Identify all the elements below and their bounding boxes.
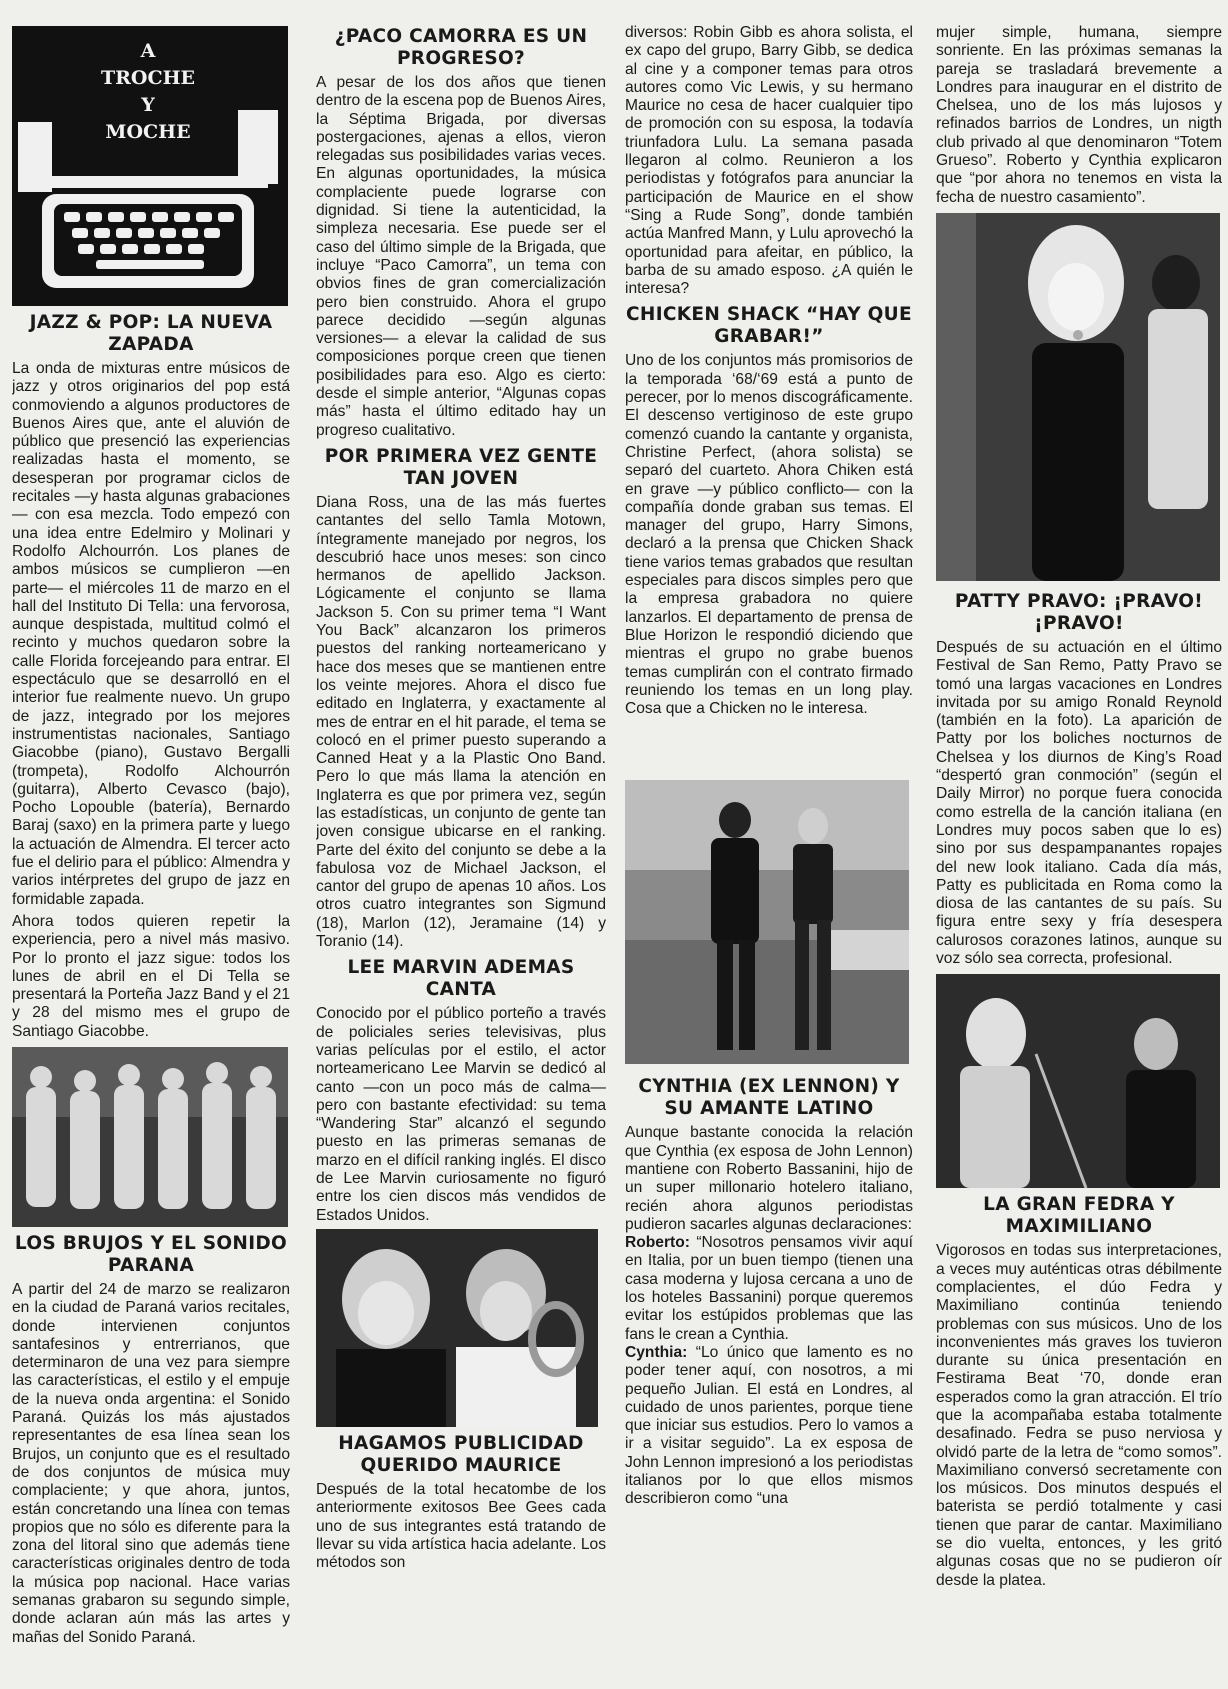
photo-patty-pravo (936, 213, 1220, 581)
typewriter-icon (12, 26, 288, 306)
headline-gente-joven: POR PRIMERA VEZ GENTE TAN JOVEN (324, 445, 598, 489)
article-paragraph: La onda de mixturas entre músicos de jazz y otros originarios del pop está conmoviendo a algunos productores de Buenos Aires que, ante el aluvión de público que presenció las experiencias realizadas hasta el momento, se desesperan por programar ciclos de recitales —y hasta algunas grabaciones— con esa mezcla. Todo empezó con una idea entre Edelmiro y Molinari y Rodolfo Alchourrón. Los planes de ambos músicos se cumplieron —en parte— el miércoles 11 de marzo en el hall del Instituto Di Tella: una fervorosa, aunque despistada, multitud colmó el recinto y muchos quedaron sobre la calle Florida forcejeando para entrar. El espectáculo que se desarrolló en el interior fue realmente nuevo. Un grupo de jazz, integrado por los mejores instrumentistas nacionales, Santiago Giacobbe (piano), Gustavo Bergalli (trompeta), Rodolfo Alchourrón (guitarra), Alberto Cevasco (bajo), Pocho Lopouble (batería), Bernardo Baraj (saxo) en la primera parte y luego la actuación de Almendra. El tercer acto fue el delirio para el público: Almendra y varios intérpretes del grupo de jazz en formidable zapada. (12, 360, 290, 908)
article-paragraph: Conocido por el público porteño a través de policiales series televisivas, plus varias películas por el estilo, el actor norteamericano Lee Marvin se dedicó al canto —con un poco más de calma— pero con bastante efectividad: su tema “Wandering Star” alcanzó el segundo puesto en las primeras semanas de marzo en el difícil ranking inglés. El disco de Lee Marvin curiosamente no figuró entre los cien discos más vendidos de Estados Unidos. (316, 1005, 606, 1224)
speaker-quote: “Nosotros pensamos vivir aquí en Italia, por un buen tiempo (tienen una casa moderna y lujosa cercana a uno de los hoteles Bassanini) porque queremos evitar los estúpidos problemas que las fans le crean a Cynthia. (625, 1234, 913, 1343)
headline-fedra: LA GRAN FEDRA Y MAXIMILIANO (983, 1194, 1175, 1238)
article-paragraph: Después de la total hecatombe de los anteriormente exitosos Bee Gees cada uno de sus integrantes está tratando de llevar su vida artística hacia adelante. Los métodos son (316, 1480, 606, 1572)
column-4 (936, 24, 1222, 1689)
logo-line: TROCHE (100, 67, 196, 89)
headline-lee-marvin: LEE MARVIN ADEMAS CANTA (347, 957, 575, 1001)
article-continuation: diversos: Robin Gibb es ahora solista, el ex capo del grupo, Barry Gibb, se dedica al cine y a componer temas para otros autores como Vic Lewis, y su hermano Maurice no cesa de hacer cualquier tipo de promoción con su esposa, la todavía triunfadora Lulu. La semana pasada llegaron al colmo. Reunieron a los periodistas y fotógrafos para anunciar la participación de Maurice en el show “Sing a Rude Song”, donde también actúa Manfred Mann, y Lulu aprovechó la oportunidad para afeitar, en público, la barba de su amado esposo. ¿A quién le interesa? (625, 24, 913, 298)
photo-cynthia-roberto (625, 780, 909, 1064)
article-paragraph: A partir del 24 de marzo se realizaron en la ciudad de Paraná varios recitales, donde intervienen conjuntos santafesinos y entrerrianos, que determinaron de una vez para siempre las características, el estilo y el empuje de la nueva onda argentina: el Sonido Paraná. Quizás los más ajustados representantes de esa línea sean los Brujos, un conjunto que es el resultado de dos conjuntos de música muy complaciente; y que ahora, juntos, están concretando una línea con temas propios que no sólo es diferente para la zona del litoral sino que además tiene características originales dentro de toda la música pop nacional. Hace varias semanas grabaron su segundo simple, donde aclaran aún más las artes y mañas del Sonido Paraná. (12, 1280, 290, 1646)
column-3 (625, 24, 913, 1689)
headline-maurice: HAGAMOS PUBLICIDAD QUERIDO MAURICE (338, 1432, 584, 1476)
article-paragraph (625, 1124, 913, 1508)
headline-cynthia: CYNTHIA (EX LENNON) Y SU AMANTE LATINO (638, 1076, 900, 1120)
photo-lulu-maurice (316, 1229, 598, 1427)
article-paragraph: Después de su actuación en el último Festival de San Remo, Patty Pravo se tomó una largas vacaciones en Londres invitada por su amigo Ronald Reynold (también en la foto). La aparición de Patty por los boliches nocturnos de Chelsea y los diurnos de King’s Road “despertó gran conmoción” (según el Daily Mirror) no porque fuera conocida como estrella de la canción italiana (en Londres muy pocos saben que lo es) sino por sus despampanantes ropajes del new look italiano. Cada día más, Patty es publicitada en Roma como la diosa de las cantantes de su país. Su figura entre sexy y fría desespera calurosos corazones latinos, aunque su voz sólo sea correcta, profesional. (936, 638, 1222, 968)
speaker-label: Roberto: (625, 1234, 690, 1252)
troche-moche-logo (12, 26, 288, 306)
logo-line: MOCHE (105, 121, 191, 143)
photo-fedra-maximiliano (936, 974, 1220, 1188)
article-paragraph: Diana Ross, una de las más fuertes cantantes del sello Tamla Motown, íntegramente manejado por negros, los descubrió hace unos meses: son cinco hermanos de apellido Jackson. Lógicamente el conjunto se llama Jackson 5. Con su primer tema “I Want You Back” alcanzaron los primeros puestos del ranking norteamericano y hace dos meses que se mantienen entre los veinte mejores. Ahora el disco fue editado en Inglaterra, y exactamente al mes de entrar en el hit parade, el tema se colocó en el primer puesto superando a Canned Heat y a la Plastic Ono Band. Pero lo que más llama la atención en Inglaterra es que por primera vez, según las estadísticas, un conjunto de gente tan joven consigue ubicarse en el ranking. Parte del éxito del conjunto se debe a la fabulosa voz de Michael Jackson, el cantor del grupo de apenas 10 años. Los otros cuatro integrantes son Sigmund (18), Marlon (12), Jeramaine (14) y Toranio (14). (316, 493, 606, 951)
headline-paco-camorra: ¿PACO CAMORRA ES UN PROGRESO? (334, 26, 588, 69)
article-paragraph: Vigorosos en todas sus interpretaciones, a veces muy auténticas otras débilmente complacientes, el dúo Fedra y Maximiliano continúa teniendo problemas con sus músicos. Uno de los inconvenientes más graves los tuvieron durante su única presentación en Festirama Beat ‘70, donde eran esperados como la gran atracción. El trío que la acompañaba estaba totalmente desafinado. Fedra se puso nerviosa y olvidó parte de la letra de “como somos”. Maximiliano conversó secretamente con los músicos. Dos minutos después el baterista se perdió totalmente y casi tienen que parar de cantar. Maximiliano se dio vuelta, entonces, y les gritó algunas cosas que no se pudieron oír desde la platea. (936, 1242, 1222, 1589)
speaker-quote: “Lo único que lamento es no poder tener aquí, con nosotros, a mi pequeño Julian. El está en Londres, al cuidado de unos parientes, porque tiene que iniciar sus estudios. Pero lo vamos a ir a visitar seguido”. La ex esposa de John Lennon impresionó a los periodistas italianos por lo que ellos mismos describieron como “una (625, 1343, 913, 1508)
article-continuation: mujer simple, humana, siempre sonriente. En las próximas semanas la pareja se trasladará brevemente a Londres para inaugurar en el distrito de Chelsea, uno de los más lujosos y refinados barrios de Londres, un nigth club privado al que denominaron “Totem Grueso”. Roberto y Cynthia explicaron que “por ahora no tenemos en vista la fecha de nuestro casamiento”. (936, 24, 1222, 206)
headline-patty-pravo: PATTY PRAVO: ¡PRAVO! ¡PRAVO! (954, 590, 1204, 634)
headline-brujos: LOS BRUJOS Y EL SONIDO PARANA (14, 1232, 288, 1276)
column-2 (316, 20, 606, 1689)
headline-jazz-pop: JAZZ & POP: LA NUEVA ZAPADA (29, 312, 273, 355)
column-1 (12, 26, 290, 1689)
speaker-label: Cynthia: (625, 1343, 688, 1361)
logo-line: A (140, 40, 156, 62)
article-paragraph: A pesar de los dos años que tienen dentro de la escena pop de Buenos Aires, la Séptima Brigada, por diversas postergaciones, ajenas a ellos, vieron relegadas sus posibilidades varias veces. En algunas oportunidades, la música complaciente puede lograrse con dignidad. Si tiene la autenticidad, la simpleza necesaria. Ese puede ser el caso del último simple de la Brigada, que incluye “Paco Camorra”, un tema con obvios fines de gran comercialización pero bien construido. Ahora el grupo parece decidido —según algunas versiones— a elevar la calidad de sus composiciones porque creen que tienen posibilidades para eso. Algo es cierto: desde el simple anterior, “Algunas copas más” hasta el último editado hay un progreso cualitativo. (316, 74, 606, 439)
headline-chicken-shack: CHICKEN SHACK “HAY QUE GRABAR!” (626, 304, 912, 348)
article-paragraph: Uno de los conjuntos más promisorios de la temporada ‘68/‘69 está a punto de perecer, por lo menos discográficamente. El descenso vertiginoso de este grupo comenzó cuando la cantante y organista, Christine Perfect, (ahora solista) se separó del cuarteto. Ahora Chiken está en grave —y público conflicto— con la compañía donde graban sus temas. El manager del grupo, Harry Simons, declaró a la prensa que Chicken Shack tiene varios temas grabados que resultan especiales para discos simples pero que la empresa grabadora no quiere lanzarlos. El departamento de prensa de Blue Horizon le respondió diciendo que mientras el grupo no grabe buenos temas cumplirán con el contrato firmado reuniendo los temas en un long play. Cosa que a Chicken no le interesa. (625, 352, 913, 718)
logo-line: Y (141, 94, 155, 116)
article-paragraph: Ahora todos quieren repetir la experiencia, pero a nivel más masivo. Por lo pronto el jazz sigue: todos los lunes de abril en el Di Tella se presentará la Porteña Jazz Band y el 21 y 28 del mismo mes el grupo de Santiago Giacobbe. (12, 912, 290, 1040)
photo-los-brujos (12, 1047, 288, 1227)
article-intro: Aunque bastante conocida la relación que Cynthia (ex esposa de John Lennon) mantiene con Roberto Bassanini, hijo de un super millonario hotelero italiano, recién ahora algunos periodistas pudieron sacarles algunas declaraciones: (625, 1124, 913, 1233)
